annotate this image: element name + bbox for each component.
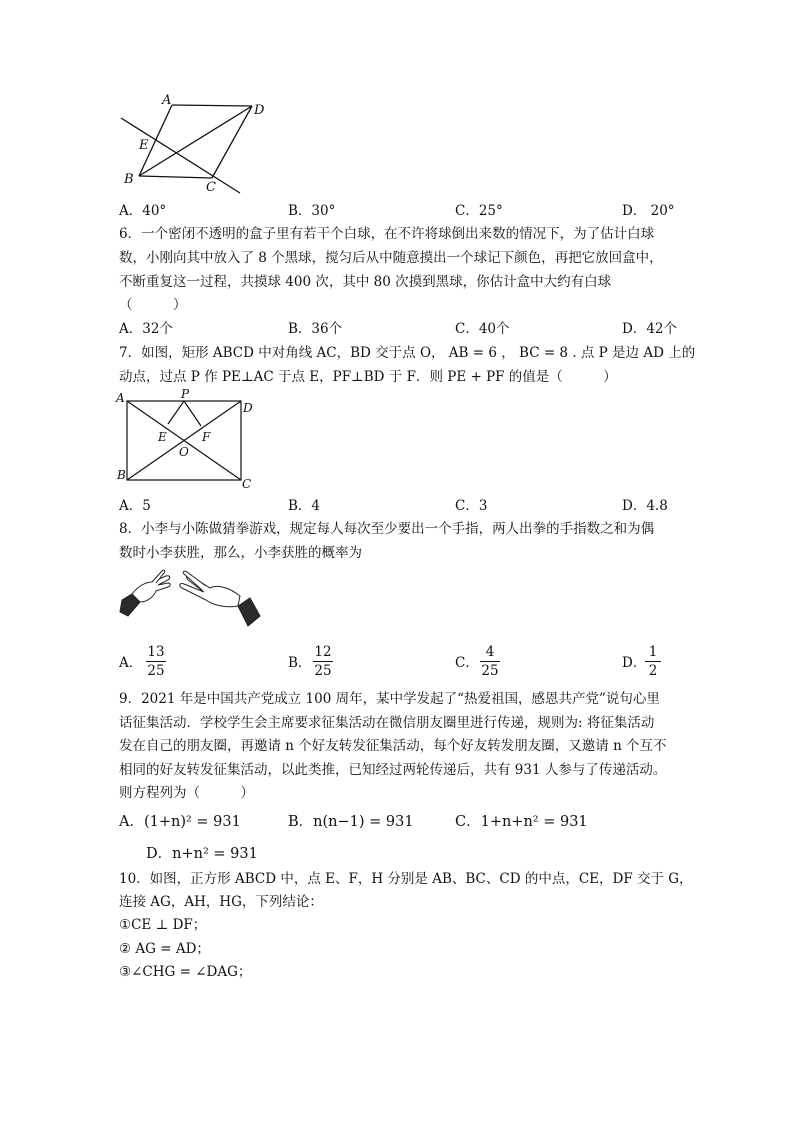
- q5-option-b: B．30°: [288, 203, 336, 219]
- q7-option-d: D．4.8: [622, 498, 668, 514]
- q7-label-f: F: [202, 430, 211, 444]
- fraction-numerator: 13: [147, 644, 165, 660]
- q9-option-d: D．n+n² = 931: [146, 846, 258, 862]
- q9-text-line3: 发在自己的朋友圈，再邀请 n 个好友转发征集活动，每个好友转发朋友圈，又邀请 n 个互不: [119, 738, 667, 754]
- q8-option-d-fraction: [644, 643, 662, 680]
- q9-option-c: C．1+n+n² = 931: [455, 814, 588, 830]
- q5-label-b: B: [124, 172, 134, 187]
- q7-label-a: A: [116, 391, 125, 405]
- q5-label-e: E: [139, 138, 149, 153]
- q10-conclusion-1: ①CE ⊥ DF；: [119, 917, 207, 933]
- q10-conclusion-2: ② AG = AD；: [119, 941, 210, 957]
- right-hand-icon: [180, 571, 260, 626]
- q6-option-c: C．40个: [455, 321, 510, 337]
- q6-text-line2: 数，小刚向其中放入了 8 个黑球，搅匀后从中随意摸出一个球记下颜色，再把它放回盒中，: [119, 250, 663, 266]
- q6-option-a: A．32个: [119, 321, 173, 337]
- fraction-denominator: 2: [648, 663, 658, 679]
- q6-text-line1: 6．一个密闭不透明的盒子里有若干个白球，在不许将球倒出来数的情况下，为了估计白球: [119, 226, 655, 242]
- q9-text-line2: 话征集活动．学校学生会主席要求征集活动在微信朋友圈里进行传递，规则为: 将征集活动: [119, 715, 655, 731]
- q7-option-b: B．4: [288, 498, 321, 514]
- q5-option-a: A．40°: [119, 203, 167, 219]
- q5-label-d: D: [254, 103, 265, 118]
- q8-option-a-fraction: [145, 643, 167, 680]
- q6-option-b: B．36个: [288, 321, 343, 337]
- q8-text-line2: 数时小李获胜，那么，小李获胜的概率为: [119, 545, 362, 561]
- q7-option-c: C．3: [455, 498, 488, 514]
- q5-side-dc: [212, 106, 252, 178]
- q5-option-d: D． 20°: [622, 203, 675, 219]
- q5-label-a: A: [162, 93, 172, 108]
- q7-label-p: P: [181, 387, 190, 401]
- q8-option-c-label: C．: [455, 655, 479, 671]
- q7-option-a: A．5: [119, 498, 151, 514]
- q7-label-d: D: [243, 401, 253, 415]
- fraction-numerator: 4: [485, 644, 495, 660]
- q7-label-o: O: [179, 445, 189, 459]
- q5-transversal-line: [121, 118, 240, 193]
- q5-side-ad: [172, 105, 252, 106]
- q8-option-b-label: B．: [288, 655, 312, 671]
- q10-text-line2: 连接 AG，AH，HG，下列结论：: [119, 894, 323, 910]
- fraction-denominator: 25: [481, 663, 499, 679]
- q10-text-line1: 10．如图，正方形 ABCD 中，点 E、F，H 分别是 AB、BC、CD 的中点，CE，DF 交于 G，: [119, 871, 693, 887]
- fraction-denominator: 25: [314, 663, 332, 679]
- q8-option-a-label: A．: [119, 655, 143, 671]
- q5-side-cb: [139, 176, 212, 178]
- q8-option-d-label: D．: [622, 655, 647, 671]
- q7-figure: [116, 387, 258, 497]
- q5-figure: [115, 92, 265, 202]
- q7-label-c: C: [242, 477, 252, 491]
- q9-text-line1: 9．2021 年是中国共产党成立 100 周年，某中学发起了“热爱祖国，感恩共产党”说句心里: [119, 691, 660, 707]
- q7-segment-pe: [168, 401, 184, 424]
- q10-conclusion-3: ③∠CHG = ∠DAG；: [119, 964, 252, 980]
- q8-option-b-fraction: [312, 643, 334, 680]
- fraction-numerator: 1: [648, 644, 658, 660]
- q5-label-c: C: [206, 180, 216, 195]
- q9-option-a: A．(1+n)² = 931: [119, 814, 241, 830]
- q8-option-c-fraction: [479, 643, 501, 680]
- q7-segment-pf: [184, 401, 201, 426]
- q6-option-d: D．42个: [622, 321, 678, 337]
- q9-option-b: B．n(n−1) = 931: [288, 814, 414, 830]
- q7-label-b: B: [117, 468, 126, 482]
- fraction-denominator: 25: [147, 663, 165, 679]
- q8-hands-illustration: [118, 566, 262, 628]
- fraction-numerator: 12: [314, 644, 332, 660]
- q7-text-line1: 7．如图，矩形 ABCD 中对角线 AC，BD 交于点 O， AB = 6 ， BC = 8 . 点 P 是边 AD 上的: [119, 345, 696, 361]
- q9-text-line5: 则方程列为（ ）: [119, 785, 254, 801]
- q6-text-line3: 不断重复这一过程，共摸球 400 次，其中 80 次摸到黑球，你估计盒中大约有白球: [119, 274, 612, 290]
- q5-option-c: C．25°: [455, 203, 503, 219]
- q7-text-line2: 动点，过点 P 作 PE⊥AC 于点 E，PF⊥BD 于 F．则 PE + PF 的值是（ ）: [119, 369, 617, 385]
- q9-text-line4: 相同的好友转发征集活动，以此类推，已知经过两轮传递后，共有 931 人参与了传递活动。: [119, 762, 667, 778]
- q6-answer-blank: （ ）: [119, 297, 187, 313]
- q8-text-line1: 8．小李与小陈做猜拳游戏，规定每人每次至少要出一个手指，两人出拳的手指数之和为偶: [119, 521, 655, 537]
- q7-label-e: E: [158, 430, 167, 444]
- left-hand-icon: [120, 570, 170, 616]
